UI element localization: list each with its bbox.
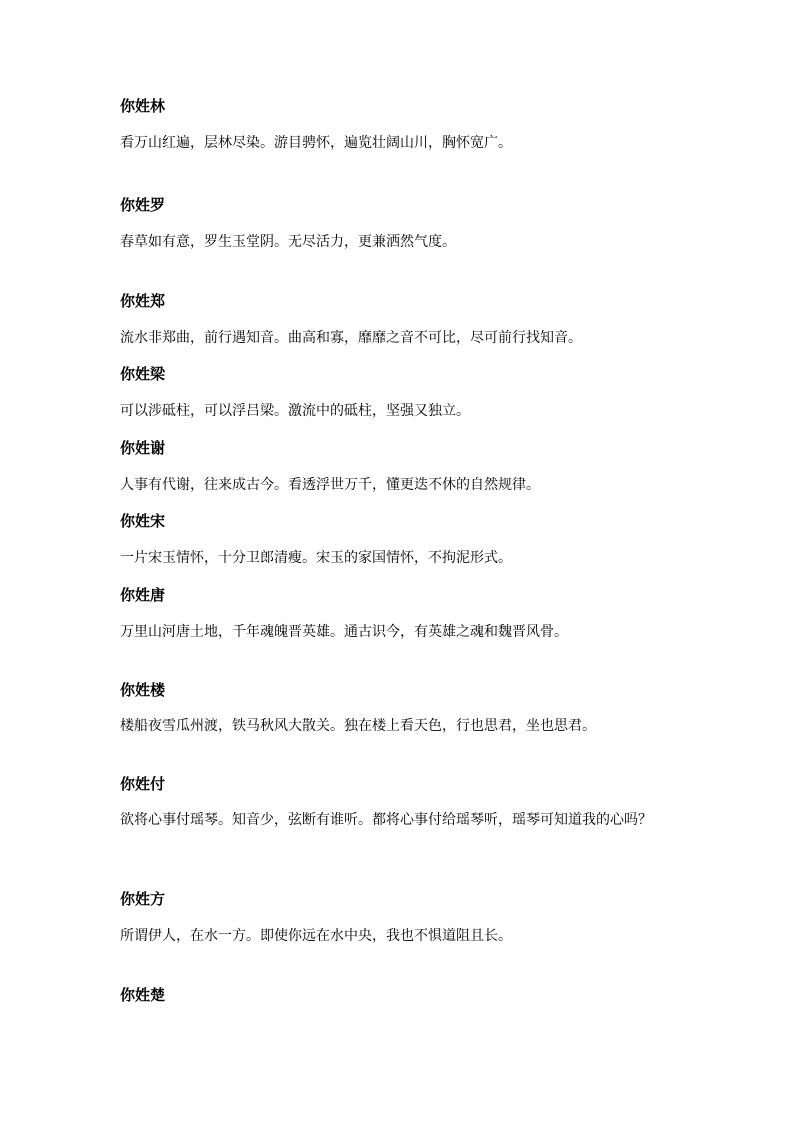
entry-lou: [120, 680, 680, 734]
surname-heading: 你姓谢: [120, 439, 166, 457]
entry-tang: [120, 585, 680, 640]
surname-heading: 你姓郑: [120, 292, 166, 310]
surname-text: 楼船夜雪瓜州渡，铁马秋风大散关。独在楼上看天色，行也思君，坐也思君。: [120, 718, 596, 734]
surname-text: 人事有代谢，往来成古今。看透浮世万千，懂更迭不休的自然规律。: [120, 477, 540, 493]
surname-text: 一片宋玉情怀，十分卫郎清瘦。宋玉的家国情怀，不拘泥形式。: [120, 550, 512, 566]
entry-fu: [120, 774, 680, 828]
surname-text: 欲将心事付瑶琴。知音少，弦断有谁听。都将心事付给瑶琴听，瑶琴可知道我的心吗？: [120, 812, 652, 828]
entry-lin: [120, 96, 680, 151]
entry-liang: [120, 364, 680, 419]
surname-text: 万里山河唐土地，千年魂魄晋英雄。通古识今，有英雄之魂和魏晋风骨。: [120, 624, 568, 640]
surname-heading: 你姓宋: [120, 512, 166, 530]
surname-heading: 你姓付: [120, 775, 166, 793]
entry-zheng: [120, 291, 680, 346]
surname-heading: 你姓梁: [120, 365, 166, 383]
entry-fang: [120, 889, 680, 944]
surname-text: 流水非郑曲，前行遇知音。曲高和寡，靡靡之音不可比，尽可前行找知音。: [120, 330, 582, 346]
surname-heading: 你姓罗: [120, 196, 166, 214]
surname-text: 所谓伊人，在水一方。即使你远在水中央，我也不惧道阻且长。: [120, 928, 512, 944]
surname-heading: 你姓唐: [120, 586, 166, 604]
surname-heading: 你姓方: [120, 890, 166, 908]
surname-heading: 你姓楼: [120, 681, 166, 699]
surname-heading: 你姓楚: [120, 986, 166, 1004]
surname-text: 看万山红遍，层林尽染。游目骋怀，遍览壮阔山川，胸怀宽广。: [120, 135, 512, 151]
surname-heading: 你姓林: [120, 97, 166, 115]
entry-chu: [120, 985, 680, 1005]
entry-xie: [120, 438, 680, 493]
entry-song: [120, 511, 680, 566]
surname-text: 春草如有意，罗生玉堂阴。无尽活力，更兼洒然气度。: [120, 234, 456, 250]
surname-text: 可以涉砥柱，可以浮吕梁。激流中的砥柱，坚强又独立。: [120, 403, 470, 419]
entry-luo: [120, 195, 680, 250]
